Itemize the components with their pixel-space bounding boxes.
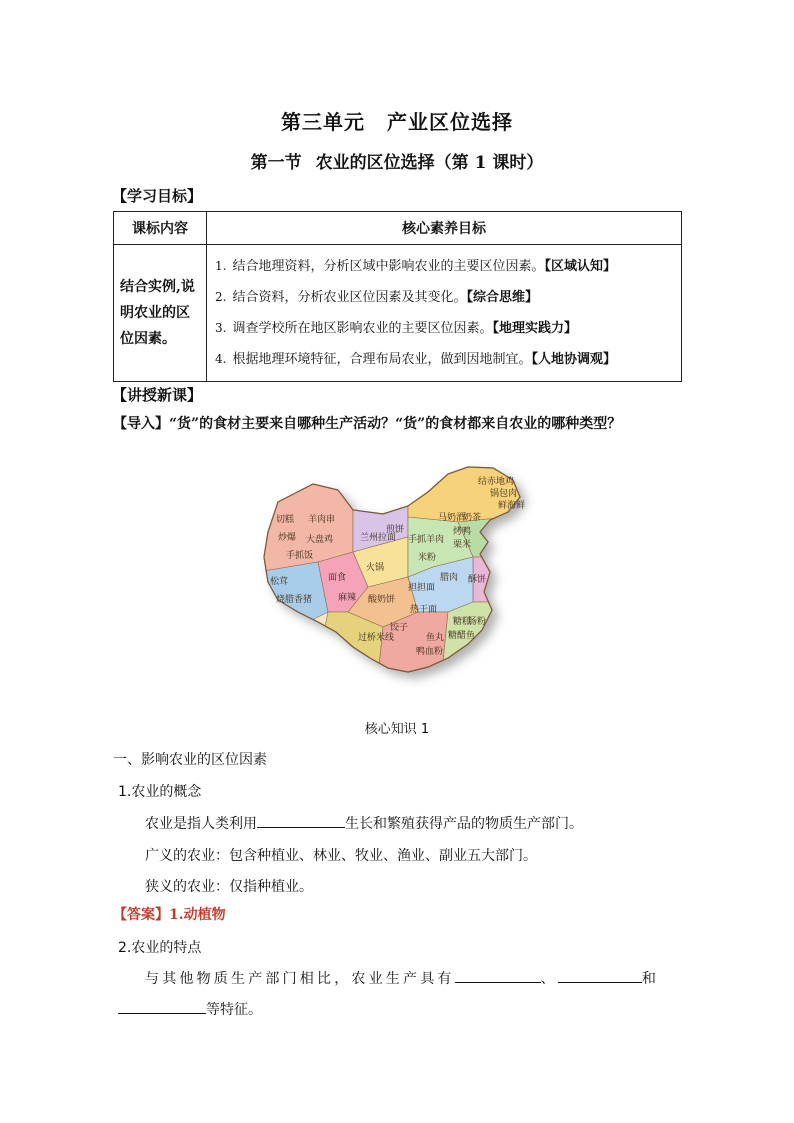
literacy-goals-cell: [207, 245, 682, 382]
dish-label: 酥饼: [468, 575, 487, 585]
fill-blank[interactable]: [118, 999, 206, 1014]
heading-lecture: 【讲授新课】: [112, 386, 203, 404]
dish-label: 羊肉串: [308, 515, 336, 525]
goals-table: [113, 211, 682, 382]
dish-label: 锅包肉: [490, 489, 518, 499]
subheading-concept: 1.农业的概念: [118, 784, 202, 800]
dish-label: 米粉: [418, 553, 437, 563]
goal-item: 4. 根据地理环境特征，合理布局农业，做到因地制宜。【人地协调观】: [215, 352, 616, 367]
figure-caption: 核心知识 1: [364, 722, 430, 737]
dish-label: 过桥米线: [358, 633, 395, 643]
dish-label: 结赤地鸡: [478, 477, 515, 487]
dish-label: 麻辣: [338, 593, 357, 603]
dish-label: 切糕: [276, 515, 295, 525]
fill-blank[interactable]: [257, 813, 345, 828]
province-regions: [258, 462, 528, 692]
china-food-map: [258, 462, 548, 697]
section-heading: 一、影响农业的区位因素: [113, 752, 267, 768]
heading-goals: 【学习目标】: [112, 187, 203, 205]
dish-label: 大盘鸡: [306, 535, 334, 545]
dish-label: 热干面: [410, 605, 438, 615]
col-header-content: 课标内容: [114, 212, 207, 245]
dish-label: 手抓饭: [286, 551, 314, 561]
fill-blank[interactable]: [558, 968, 642, 983]
dish-label: 烧腊香猪: [276, 595, 313, 605]
dish-label: 松茸: [270, 577, 289, 587]
dish-label: 鱼丸: [426, 633, 445, 643]
dish-label: 栗米: [453, 540, 472, 550]
intro-question: 【导入】“货”的食材主要来自哪种生产活动？“货”的食材都来自农业的哪种类型？: [113, 416, 622, 432]
dish-label: 炒爆: [278, 533, 297, 543]
goal-item: 1. 结合地理资料，分析区域中影响农业的主要区位因素。【区域认知】: [215, 259, 616, 274]
concept-line: 农业是指人类利用 生长和繁殖获得产品的物质生产部门。: [145, 813, 583, 833]
dish-label: 担担面: [408, 583, 436, 593]
dish-label: 肠粉: [468, 617, 487, 627]
features-line-2: 等特征。: [118, 999, 262, 1019]
section-title: 第一节 农业的区位选择（第 1 课时）: [250, 153, 544, 173]
dish-label: 腊肉: [440, 573, 459, 583]
dish-label: 糖糕: [453, 617, 472, 627]
dish-label: 兰州拉面: [360, 533, 397, 543]
subheading-features: 2.农业的特点: [118, 940, 202, 956]
broad-definition: 广义的农业：包含种植业、林业、牧业、渔业、副业五大部门。: [145, 848, 537, 864]
dish-label: 手抓羊肉: [408, 535, 445, 545]
dish-label: 鲜海鲜: [498, 501, 526, 511]
dish-label: 奶茶: [463, 513, 482, 523]
goal-item: 3. 调查学校所在地区影响农业的主要区位因素。【地理实践力】: [215, 321, 577, 336]
fill-blank[interactable]: [455, 968, 541, 983]
col-header-literacy: 核心素养目标: [207, 212, 682, 245]
dish-label: 糖醋鱼: [448, 631, 476, 641]
dish-label: 饺子: [390, 623, 409, 633]
dish-label: 酸奶饼: [368, 595, 396, 605]
curriculum-content-cell: 结合实例,说明农业的区位因素。: [114, 245, 207, 382]
answer-line: 【答案】1.动植物: [113, 907, 226, 923]
dish-label: 火锅: [366, 563, 385, 573]
unit-title: 第三单元 产业区位选择: [281, 110, 513, 134]
dish-label: 鸭血粉: [416, 647, 444, 657]
dish-label: 马奶酒: [438, 513, 466, 523]
features-line: 与其他物质生产部门相比，农业生产具有 、 和: [145, 968, 659, 988]
narrow-definition: 狭义的农业：仅指种植业。: [145, 879, 313, 895]
dish-label: 煎饼: [386, 525, 405, 535]
goal-item: 2. 结合资料，分析农业区位因素及其变化。【综合思维】: [215, 290, 538, 305]
dish-label: 烤鸭: [453, 527, 472, 537]
dish-label: 面食: [328, 573, 347, 583]
